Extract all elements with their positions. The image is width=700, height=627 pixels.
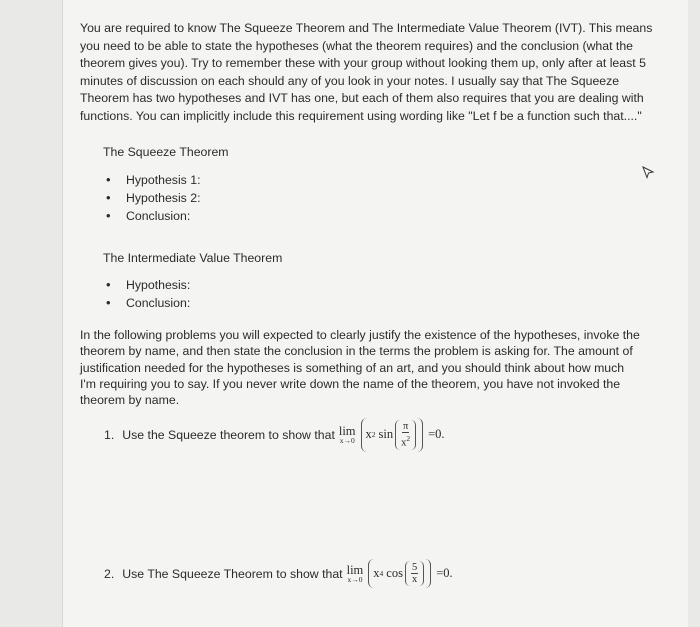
- problem-2: [104, 559, 453, 588]
- problem-1-number: 1.: [104, 427, 115, 442]
- fraction: $\frac{5}{x}$: [411, 562, 418, 585]
- squeeze-theorem-list: [106, 171, 201, 225]
- outer-parentheses: x 2 sin $\frac{\pi}{x^2}$: [361, 418, 424, 452]
- ivt-heading: The Intermediate Value Theorem: [103, 251, 283, 265]
- problem-1-expression: lim x→0 x 2 sin $\frac{\pi}{x^2}$ =0.: [339, 418, 445, 452]
- ivt-hypothesis: • Hypothesis:: [106, 276, 190, 294]
- problem-1-text: Use the Squeeze theorem to show that: [122, 427, 335, 442]
- intro-paragraph: You are required to know The Squeeze Theorem and The Intermediate Value Theorem (IVT). This means you need to be able to state the hypotheses (what the theorem requires) and the conclusion (what the theorem gives you). Try to remember these with your group without looking them up, only after at least 5 minutes of discussion on each should any of you look in your notes. I usually say that The Squeeze Theorem has two hypotheses and IVT has one, but each of them also requires that you are dealing with functions. You can implicitly include this requirement using wording like "Let f be a function such that....": [80, 21, 653, 123]
- squeeze-theorem-heading: The Squeeze Theorem: [103, 145, 229, 159]
- inner-parentheses: [405, 561, 424, 586]
- inner-parentheses: [395, 420, 416, 450]
- squeeze-conclusion: • Conclusion:: [106, 207, 201, 225]
- instructions-paragraph: In the following problems you will expected to clearly justify the existence of the hypotheses, invoke the theorem by name, and then state the conclusion in the terms the problem is asking for. The amount of justification needed for the hypotheses is something of an art, and you should think about how much I'm requiring you to say. If you never write down the name of the theorem, you have not invoked the theorem by name.: [80, 328, 640, 408]
- problem-1: [104, 418, 445, 452]
- ivt-conclusion: • Conclusion:: [106, 294, 190, 312]
- problem-2-number: 2.: [104, 566, 115, 581]
- squeeze-hypothesis-1: • Hypothesis 1:: [106, 171, 201, 189]
- limit-operator: lim x→0: [346, 562, 364, 584]
- squeeze-hypothesis-2: • Hypothesis 2:: [106, 189, 201, 207]
- outer-parentheses: x 4 cos $\frac{5}{x}$: [368, 559, 431, 588]
- problem-2-expression: lim x→0 x 4 cos $\frac{5}{x}$ =0.: [347, 559, 453, 588]
- ivt-list: [106, 276, 190, 312]
- limit-operator: lim x→0: [338, 423, 356, 445]
- fraction: $\frac{\pi}{x^2}$: [401, 421, 411, 449]
- problem-2-text: Use The Squeeze Theorem to show that: [122, 566, 343, 581]
- mouse-cursor-icon: [641, 165, 655, 179]
